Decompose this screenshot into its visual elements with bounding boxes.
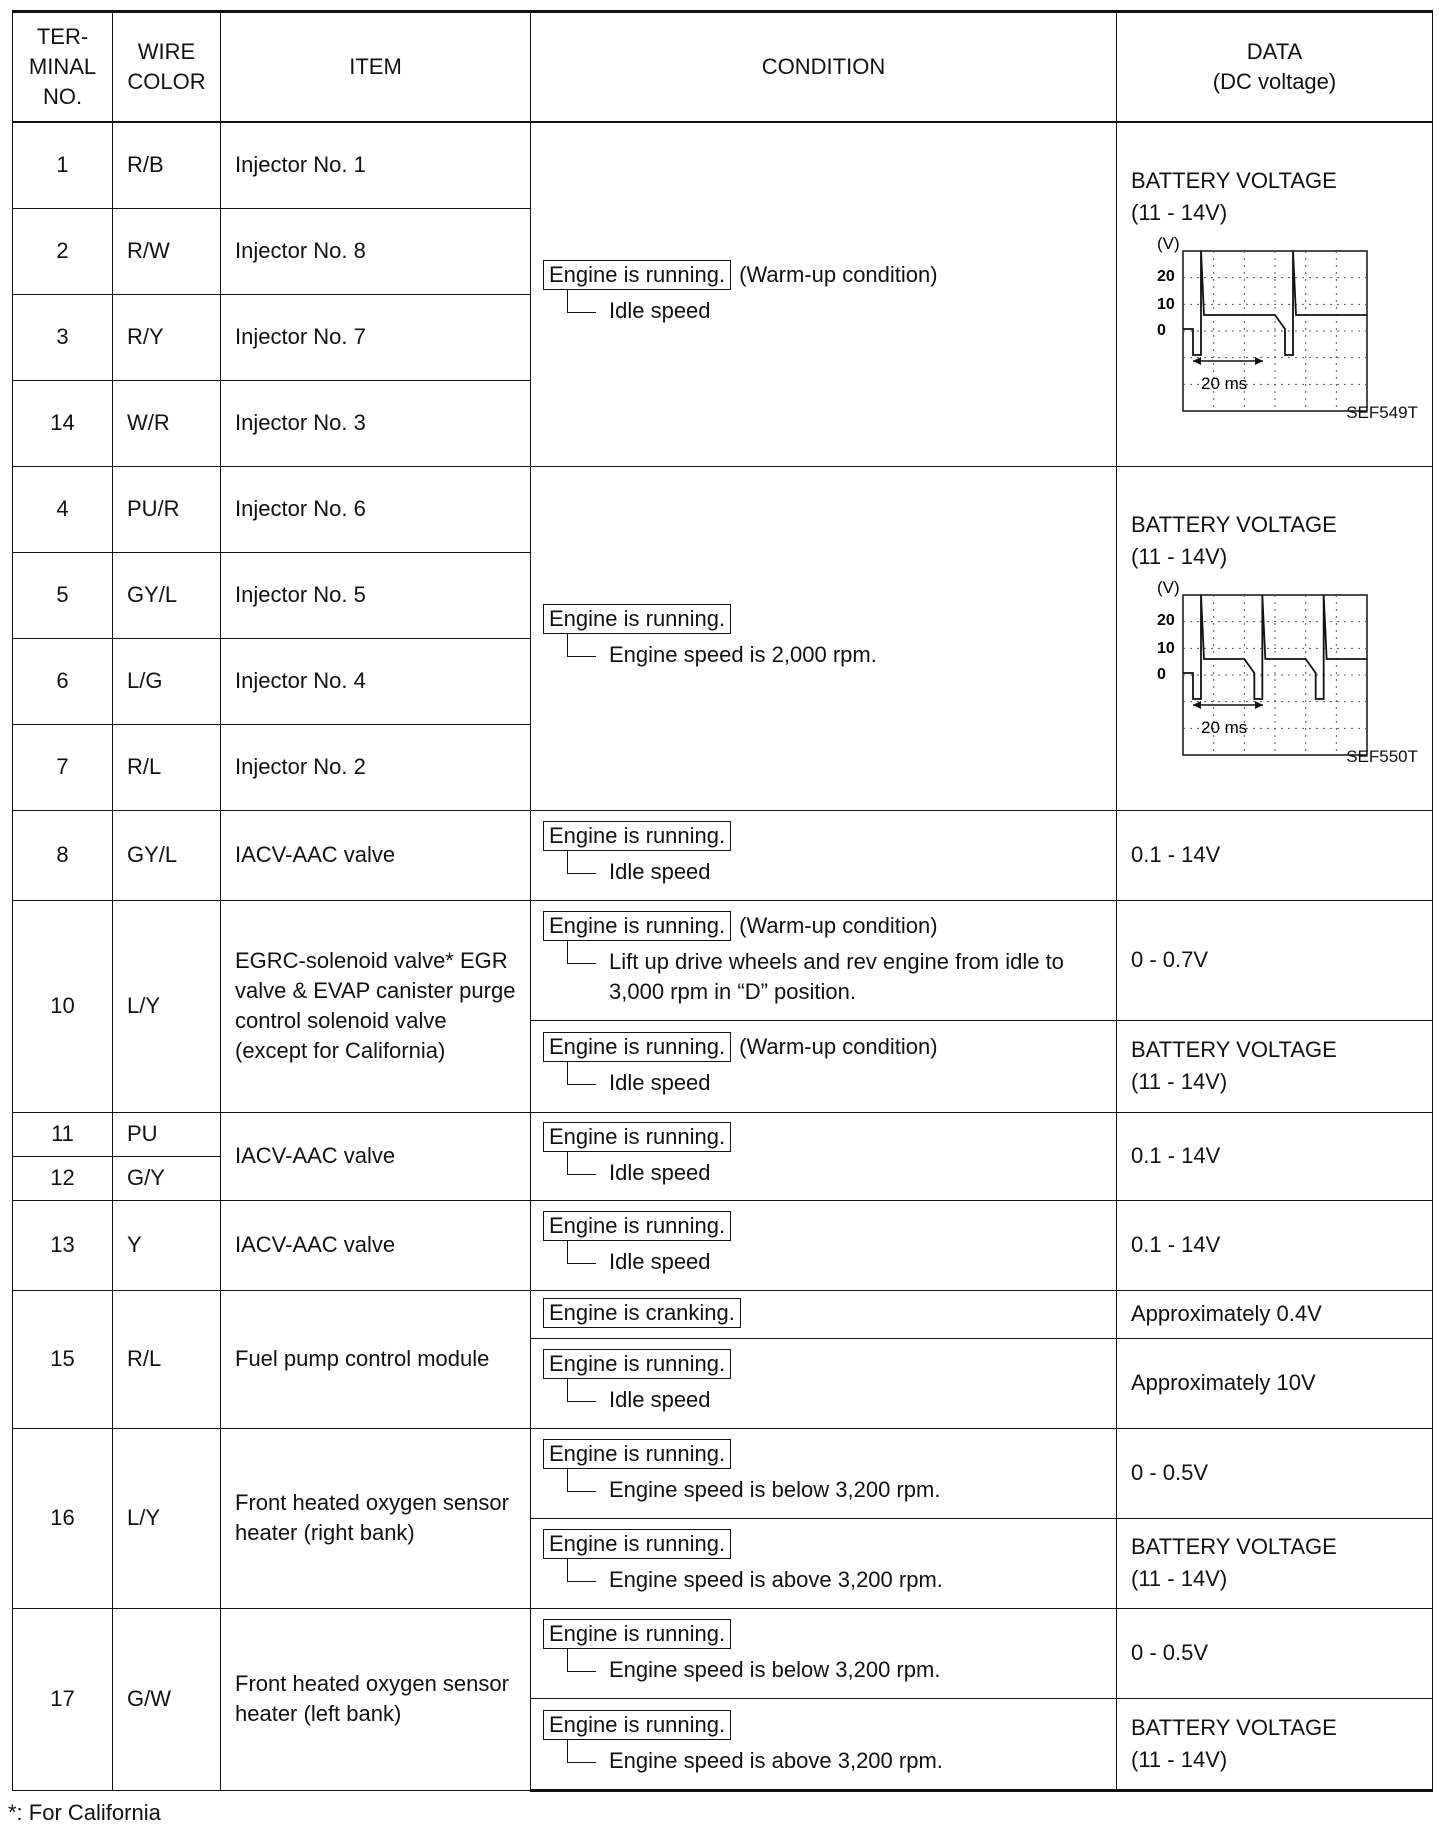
condition-box: Engine is running.: [543, 1710, 731, 1740]
wire-color: G/W: [113, 1608, 221, 1790]
elbow-connector-icon: [567, 1559, 596, 1582]
footnote: *: For California: [8, 1800, 161, 1825]
condition-line: [543, 911, 1104, 941]
condition-line: [543, 1439, 1104, 1469]
condition-cell: [531, 1518, 1117, 1608]
condition-box: Engine is running.: [543, 604, 731, 634]
terminal-no: 1: [13, 122, 113, 208]
waveform-block: [1131, 509, 1424, 767]
condition-sub-text: Idle speed: [609, 1160, 711, 1185]
elbow-connector-icon: [567, 1649, 596, 1672]
condition-box: Engine is running.: [543, 1032, 731, 1062]
table-row: [13, 466, 1433, 552]
table-row: [13, 1428, 1433, 1518]
condition-block: [543, 1439, 1104, 1505]
condition-line: [543, 1529, 1104, 1559]
condition-block: [543, 1619, 1104, 1685]
condition-box: Engine is running.: [543, 1349, 731, 1379]
condition-sub-text: Engine speed is above 3,200 rpm.: [609, 1747, 943, 1773]
condition-sub: [567, 1475, 1104, 1505]
wire-color: L/G: [113, 638, 221, 724]
elbow-connector-icon: [567, 1379, 596, 1402]
table-row: [13, 1290, 1433, 1338]
item-name: Injector No. 1: [221, 122, 531, 208]
condition-block: [543, 1298, 1104, 1328]
arrow-head-icon: [1193, 357, 1201, 365]
data-value: Approximately 0.4V: [1117, 1290, 1433, 1338]
condition-cell: [531, 1698, 1117, 1790]
condition-sub-text: Engine speed is below 3,200 rpm.: [609, 1657, 941, 1682]
header-wire-color: WIRE COLOR: [113, 12, 221, 123]
waveform-label: BATTERY VOLTAGE (11 - 14V): [1131, 512, 1337, 569]
elbow-connector-icon: [567, 941, 596, 964]
terminal-no: 17: [13, 1608, 113, 1790]
terminal-no: 13: [13, 1200, 113, 1290]
wire-color: PU/R: [113, 466, 221, 552]
elbow-connector-icon: [567, 851, 596, 874]
condition-cell: [531, 810, 1117, 900]
data-value: 0.1 - 14V: [1117, 810, 1433, 900]
condition-block: [543, 1032, 1104, 1098]
condition-cell: [531, 1020, 1117, 1112]
figure-id: SEF550T: [1346, 747, 1418, 766]
terminal-no: 8: [13, 810, 113, 900]
condition-box: Engine is running.: [543, 1529, 731, 1559]
elbow-connector-icon: [567, 1241, 596, 1264]
condition-sub: [567, 947, 1104, 1007]
time-scale-label: 20 ms: [1201, 374, 1248, 394]
arrow-head-icon: [1255, 357, 1263, 365]
condition-cell: [531, 1200, 1117, 1290]
terminal-no: 10: [13, 900, 113, 1112]
condition-sub: [567, 1746, 1104, 1776]
condition-sub: [567, 296, 1104, 326]
item-name: IACV-AAC valve: [221, 810, 531, 900]
wire-color: L/Y: [113, 900, 221, 1112]
data-value: BATTERY VOLTAGE (11 - 14V): [1117, 1020, 1433, 1112]
y-tick-label: 0: [1157, 322, 1166, 340]
condition-line: [543, 260, 1104, 290]
terminal-no: 15: [13, 1290, 113, 1428]
terminal-no: 2: [13, 208, 113, 294]
condition-sub: [567, 1385, 1104, 1415]
terminal-no: 5: [13, 552, 113, 638]
condition-box: Engine is running.: [543, 1211, 731, 1241]
arrow-head-icon: [1193, 701, 1201, 709]
terminal-no: 12: [13, 1156, 113, 1200]
condition-sub: [567, 1158, 1104, 1188]
data-value: BATTERY VOLTAGE (11 - 14V): [1117, 1698, 1433, 1790]
condition-sub: [567, 1565, 1104, 1595]
item-name: Injector No. 5: [221, 552, 531, 638]
item-name: Injector No. 2: [221, 724, 531, 810]
y-tick-label: 20: [1157, 612, 1175, 629]
table-row: [13, 900, 1433, 1020]
y-tick-label: 20: [1157, 268, 1175, 286]
condition-cell: [531, 1290, 1117, 1338]
terminal-table: [12, 10, 1433, 1792]
condition-line: [543, 1032, 1104, 1062]
elbow-connector-icon: [567, 1062, 596, 1085]
item-name: Injector No. 3: [221, 380, 531, 466]
condition-line: [543, 1349, 1104, 1379]
terminal-no: 6: [13, 638, 113, 724]
condition-sub: [567, 857, 1104, 887]
item-name: EGRC-solenoid valve* EGR valve & EVAP canister purge control solenoid valve (except for California): [221, 900, 531, 1112]
data-value: 0.1 - 14V: [1117, 1112, 1433, 1200]
condition-note: (Warm-up condition): [739, 262, 938, 288]
condition-block: [543, 1122, 1104, 1188]
condition-line: [543, 1619, 1104, 1649]
item-name: Injector No. 7: [221, 294, 531, 380]
data-value: 0.1 - 14V: [1117, 1200, 1433, 1290]
condition-cell: [531, 1112, 1117, 1200]
condition-note: (Warm-up condition): [739, 913, 938, 938]
elbow-connector-icon: [567, 1469, 596, 1492]
condition-sub: [567, 1655, 1104, 1685]
condition-line: [543, 1298, 1104, 1328]
terminal-no: 3: [13, 294, 113, 380]
terminal-no: 14: [13, 380, 113, 466]
y-tick-label: 0: [1157, 666, 1166, 683]
y-axis-unit: (V): [1157, 578, 1180, 597]
table-row: [13, 1608, 1433, 1698]
wire-color: L/Y: [113, 1428, 221, 1608]
item-name: IACV-AAC valve: [221, 1112, 531, 1200]
condition-line: [543, 1211, 1104, 1241]
condition-sub-text: Idle speed: [609, 1249, 711, 1274]
header-data: DATA (DC voltage): [1117, 12, 1433, 123]
wire-color: R/B: [113, 122, 221, 208]
data-cell: [1117, 466, 1433, 810]
time-scale-label: 20 ms: [1201, 718, 1248, 737]
item-name: IACV-AAC valve: [221, 1200, 531, 1290]
condition-block: [543, 604, 1104, 670]
elbow-connector-icon: [567, 290, 596, 313]
terminal-no: 7: [13, 724, 113, 810]
condition-sub-text: Engine speed is below 3,200 rpm.: [609, 1477, 941, 1502]
data-value: Approximately 10V: [1117, 1338, 1433, 1428]
condition-cell: [531, 900, 1117, 1020]
condition-sub: [567, 1247, 1104, 1277]
data-value: BATTERY VOLTAGE (11 - 14V): [1117, 1518, 1433, 1608]
wire-color: R/L: [113, 724, 221, 810]
condition-cell: [531, 1608, 1117, 1698]
wire-color: PU: [113, 1112, 221, 1156]
table-row: [13, 122, 1433, 208]
waveform-label: BATTERY VOLTAGE (11 - 14V): [1131, 168, 1337, 226]
condition-box: Engine is cranking.: [543, 1298, 741, 1328]
data-cell: [1117, 122, 1433, 466]
elbow-connector-icon: [567, 1740, 596, 1763]
elbow-connector-icon: [567, 1152, 596, 1175]
condition-box: Engine is running.: [543, 1439, 731, 1469]
injector-waveform: [1137, 233, 1373, 423]
condition-box: Engine is running.: [543, 821, 731, 851]
condition-sub: [567, 640, 1104, 670]
condition-line: [543, 821, 1104, 851]
item-name: Front heated oxygen sensor heater (right bank): [221, 1428, 531, 1608]
condition-block: [543, 821, 1104, 887]
item-name: Injector No. 6: [221, 466, 531, 552]
condition-cell: [531, 1428, 1117, 1518]
condition-sub-text: Lift up drive wheels and rev engine from idle to 3,000 rpm in “D” position.: [609, 949, 1064, 1004]
condition-box: Engine is running.: [543, 911, 731, 941]
condition-block: [543, 1211, 1104, 1277]
data-value: 0 - 0.5V: [1117, 1608, 1433, 1698]
y-tick-label: 10: [1157, 296, 1175, 314]
condition-cell: [531, 1338, 1117, 1428]
terminal-no: 4: [13, 466, 113, 552]
y-axis-unit: (V): [1157, 234, 1180, 254]
condition-box: Engine is running.: [543, 1619, 731, 1649]
condition-block: [543, 1710, 1104, 1776]
item-name: Fuel pump control module: [221, 1290, 531, 1428]
injector-waveform: [1137, 577, 1373, 767]
condition-sub-text: Idle speed: [609, 859, 711, 884]
header-condition: CONDITION: [531, 12, 1117, 123]
condition-sub-text: Idle speed: [609, 1387, 711, 1412]
elbow-connector-icon: [567, 634, 596, 657]
condition-cell: [531, 466, 1117, 810]
wire-color: R/L: [113, 1290, 221, 1428]
terminal-no: 16: [13, 1428, 113, 1608]
terminal-no: 11: [13, 1112, 113, 1156]
condition-box: Engine is running.: [543, 260, 731, 290]
condition-line: [543, 1710, 1104, 1740]
wire-color: R/Y: [113, 294, 221, 380]
table-row: [13, 1200, 1433, 1290]
condition-sub-text: Idle speed: [609, 1070, 711, 1095]
data-value: 0 - 0.7V: [1117, 900, 1433, 1020]
table-row: [13, 810, 1433, 900]
condition-line: [543, 1122, 1104, 1152]
condition-sub-text: Idle speed: [609, 298, 711, 324]
table-row: [13, 1112, 1433, 1156]
condition-sub: [567, 1068, 1104, 1098]
condition-sub-text: Engine speed is above 3,200 rpm.: [609, 1567, 943, 1592]
condition-sub-text: Engine speed is 2,000 rpm.: [609, 642, 877, 667]
header-item: ITEM: [221, 12, 531, 123]
item-name: Injector No. 4: [221, 638, 531, 724]
wire-color: R/W: [113, 208, 221, 294]
header-row: [13, 12, 1433, 123]
item-name: Injector No. 8: [221, 208, 531, 294]
item-name: Front heated oxygen sensor heater (left bank): [221, 1608, 531, 1790]
wire-color: GY/L: [113, 810, 221, 900]
condition-line: [543, 604, 1104, 634]
y-tick-label: 10: [1157, 640, 1175, 657]
condition-note: (Warm-up condition): [739, 1034, 938, 1059]
condition-block: [543, 1349, 1104, 1415]
figure-id: SEF549T: [1346, 403, 1418, 423]
condition-cell: [531, 122, 1117, 466]
condition-block: [543, 911, 1104, 1007]
condition-block: [543, 1529, 1104, 1595]
condition-box: Engine is running.: [543, 1122, 731, 1152]
wire-color: GY/L: [113, 552, 221, 638]
wire-color: G/Y: [113, 1156, 221, 1200]
waveform-block: [1131, 165, 1424, 423]
arrow-head-icon: [1255, 701, 1263, 709]
wire-color: Y: [113, 1200, 221, 1290]
data-value: 0 - 0.5V: [1117, 1428, 1433, 1518]
wire-color: W/R: [113, 380, 221, 466]
condition-block: [543, 260, 1104, 326]
header-terminal: TER- MINAL NO.: [13, 12, 113, 123]
